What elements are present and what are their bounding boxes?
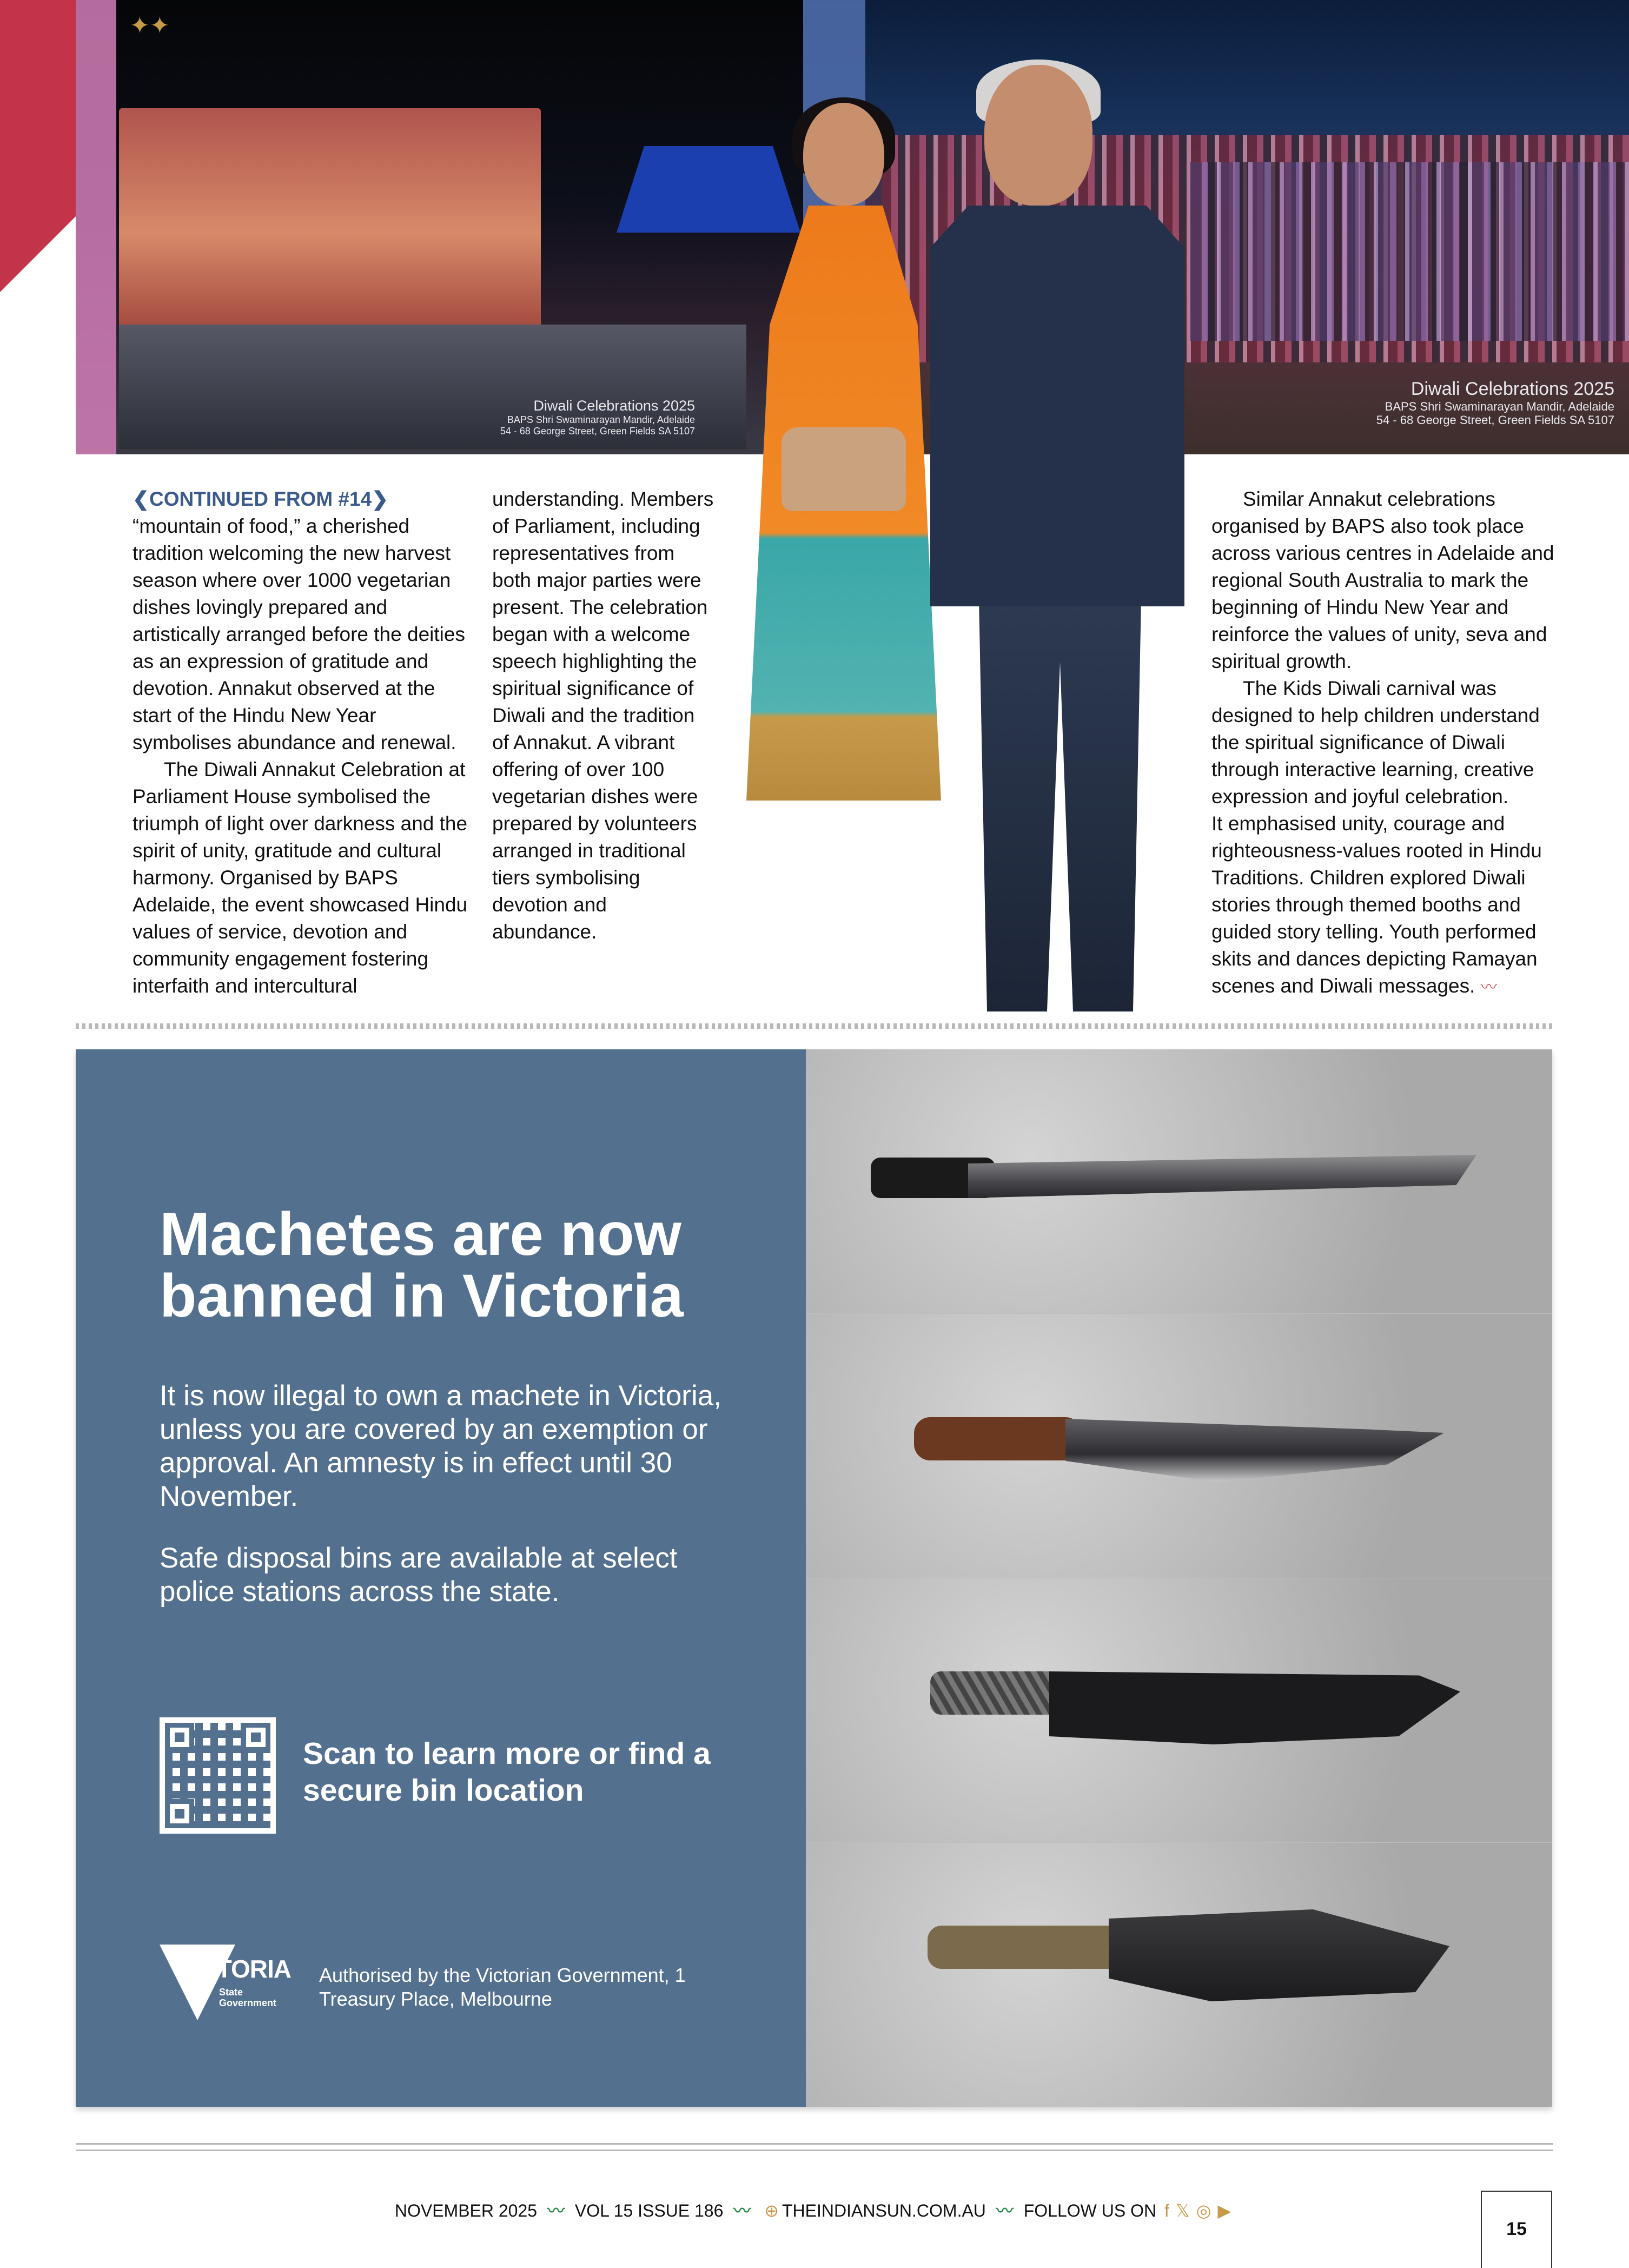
paragraph-text: “mountain of food,” a cherished tradition welcoming the new harvest season where over 1000 vegetarian dishes lovingly prepared and artistically arranged before the deities as an expression of gratitude and devotion. Annakut observed at the start of the Hindu New Year symbolises abundance and renewal. (133, 515, 465, 753)
woman-face (803, 103, 884, 206)
article-paragraph: The Diwali Annakut Celebration at Parliament House symbolised the triumph of light over darkness and the spirit of unity, gratitude and cultural harmony. Organised by BAPS Adelaide, the event showcased Hindu values of service, devotion and community engagement fostering interfaith and intercultural (133, 758, 468, 997)
article-paragraph: Similar Annakut celebrations organised by BAPS also took place across various centres in Adelaide and regional South Australia to mark the beginning of Hindu New Year and reinforce the values of unity, seva and spiritual growth. (1211, 488, 1554, 672)
article-column-2 (492, 486, 714, 945)
separator-icon: 〰 (996, 2201, 1014, 2220)
qr-code[interactable] (160, 1717, 276, 1834)
caption-venue: BAPS Shri Swaminarayan Mandir, Adelaide (1385, 400, 1614, 414)
machete-handle (928, 1926, 1122, 1969)
photo-caption-right (1233, 379, 1614, 427)
advert-headline: Machetes are now banned in Victoria (160, 1200, 684, 1330)
caption-title: Diwali Celebrations 2025 (533, 398, 695, 414)
page-footer (76, 2197, 1553, 2222)
website-link[interactable]: THEINDIANSUN.COM.AU (782, 2201, 986, 2220)
instagram-icon[interactable]: ◎ (1196, 2201, 1211, 2220)
continued-marker: ❮CONTINUED FROM #14❯ (133, 488, 389, 510)
separator-icon: 〰 (733, 2201, 751, 2220)
logo-subtitle: State Government (219, 1987, 277, 2008)
advert-body-1: It is now illegal to own a machete in Victoria, unless you are covered by an exemption or approval. An amnesty is in effect until 30 November. (160, 1380, 721, 1512)
qr-finder (165, 1799, 194, 1828)
man-jeans (979, 600, 1141, 1011)
machete-blade (1049, 1663, 1460, 1744)
scan-instruction: Scan to learn more or find a secure bin location (303, 1736, 711, 1808)
logo-wordmark: VICTORIA (177, 1955, 291, 1983)
end-mark-icon: 〰 (1480, 978, 1497, 996)
globe-icon: ⊕ (764, 2201, 779, 2220)
stage-backdrop (119, 108, 541, 335)
authorisation-statement: Authorised by the Victorian Government, 1 Treasury Place, Melbourne (319, 1964, 686, 2010)
man-face (984, 65, 1092, 206)
qr-finder (165, 1723, 194, 1752)
caption-address: 54 - 68 George Street, Green Fields SA 5107 (500, 425, 695, 437)
handbag (782, 427, 906, 511)
caption-title: Diwali Celebrations 2025 (1411, 379, 1614, 399)
machete-ban-advert (76, 1049, 1552, 2107)
qr-finder (241, 1723, 270, 1752)
footer-rule (76, 2143, 1553, 2145)
youtube-icon[interactable]: ▶ (1217, 2201, 1231, 2220)
follow-label: FOLLOW US ON (1023, 2201, 1157, 2220)
emblem-icon: ✦✦ (130, 12, 170, 39)
advert-text-panel (76, 1049, 806, 2107)
couple-photo (703, 59, 1217, 1028)
pink-accent-bar (76, 0, 116, 454)
machete-handle (930, 1671, 1060, 1715)
advert-body-2: Safe disposal bins are available at select police stations across the state. (160, 1542, 678, 1608)
article-column-1 (133, 486, 479, 1000)
article-column-3 (1211, 486, 1558, 1001)
victoria-state-government-logo (160, 1945, 295, 2026)
article-paragraph (133, 486, 479, 756)
photo-caption-left (476, 398, 695, 437)
separator-icon: 〰 (547, 2201, 565, 2220)
man-shirt (930, 206, 1184, 627)
page-number: 15 (1481, 2191, 1552, 2268)
article-paragraph (1211, 810, 1558, 1001)
issue-volume: VOL 15 ISSUE 186 (574, 2201, 724, 2220)
machete-photo-panel (806, 1049, 1552, 2107)
stage-photo (76, 0, 803, 454)
facebook-icon[interactable]: f (1164, 2201, 1169, 2220)
article-paragraph: The Kids Diwali carnival was designed to help children understand the spiritual significance of Diwali through interactive learning, creative expression and joyful celebration. (1211, 677, 1540, 808)
footer-rule (76, 2150, 1553, 2151)
caption-venue: BAPS Shri Swaminarayan Mandir, Adelaide (507, 414, 695, 426)
machete-handle (914, 1417, 1082, 1460)
paragraph-text: It emphasised unity, courage and righteousness-values rooted in Hindu Traditions. Children explored Diwali stories through themed booths and guided story telling. Youth performed skits and dances depicting Ramayan scenes and Diwali messages. (1211, 812, 1542, 997)
section-divider (76, 1023, 1553, 1029)
issue-date: NOVEMBER 2025 (394, 2201, 538, 2220)
article-paragraph: understanding. Members of Parliament, including representatives from both major parties were present. The celebration began with a welcome speech highlighting the spiritual significance of Diwali and the tradition of Annakut. A vibrant offering of over 100 vegetarian dishes were prepared by volunteers arranged in traditional tiers symbolising devotion and abundance. (492, 488, 714, 943)
crowd-band-front (1190, 162, 1629, 341)
caption-address: 54 - 68 George Street, Green Fields SA 5107 (1376, 413, 1614, 427)
x-icon[interactable]: 𝕏 (1175, 2201, 1190, 2220)
